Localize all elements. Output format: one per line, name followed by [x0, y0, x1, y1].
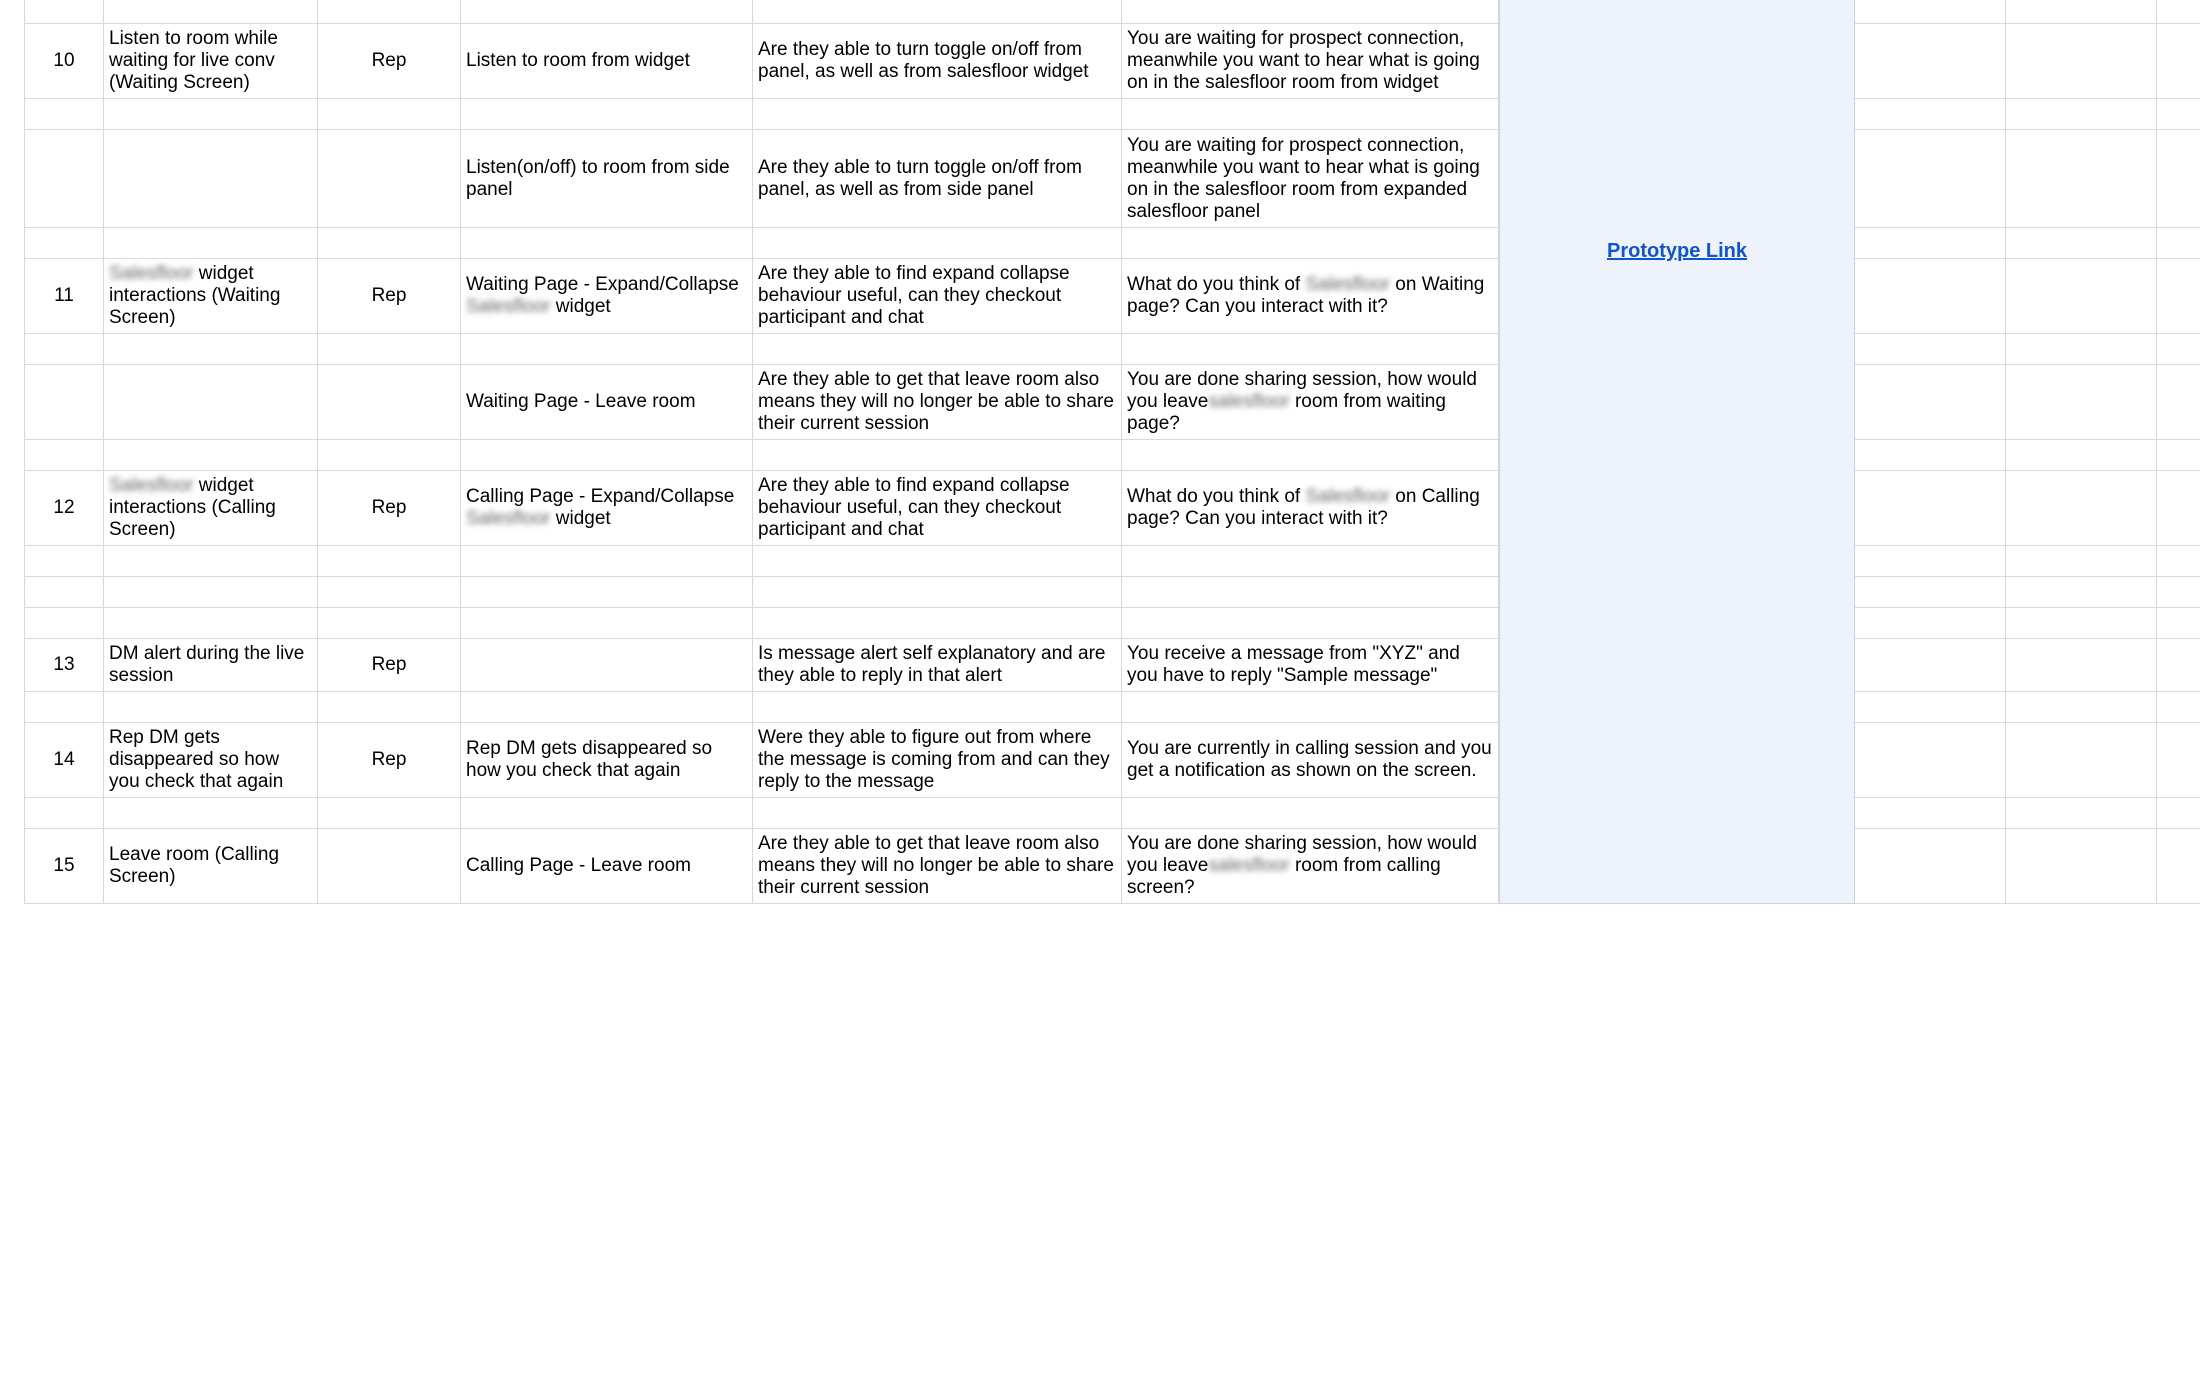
cell-number[interactable]	[24, 692, 104, 723]
empty-cell[interactable]	[2006, 99, 2157, 130]
empty-cell[interactable]	[1855, 639, 2006, 692]
cell-feature-value: Calling Page - Leave room	[466, 855, 691, 876]
cell-number[interactable]	[24, 130, 104, 228]
cell-task-text	[109, 727, 312, 793]
cell-task-text	[109, 643, 312, 687]
cell-role-text	[323, 285, 455, 307]
cell-role[interactable]	[318, 798, 461, 829]
cell-question[interactable]	[753, 639, 1122, 692]
cell-feature[interactable]	[461, 99, 753, 130]
cell-task-text	[109, 475, 312, 541]
cell-number[interactable]	[24, 0, 104, 24]
cell-role[interactable]	[318, 546, 461, 577]
cell-task[interactable]	[104, 608, 318, 639]
cell-number[interactable]	[24, 99, 104, 130]
cell-task[interactable]	[104, 546, 318, 577]
cell-role[interactable]	[318, 259, 461, 334]
empty-cell[interactable]	[2006, 608, 2157, 639]
cell-scenario[interactable]	[1122, 692, 1499, 723]
cell-scenario[interactable]	[1122, 440, 1499, 471]
cell-task[interactable]	[104, 334, 318, 365]
empty-cell[interactable]	[2006, 723, 2157, 798]
cell-question-value: Are they able to turn toggle on/off from panel, as well as from side panel	[758, 156, 1088, 200]
empty-cell[interactable]	[2006, 228, 2157, 259]
empty-cell[interactable]	[2157, 546, 2200, 577]
cell-role[interactable]	[318, 440, 461, 471]
cell-scenario-value: room from calling screen?	[1127, 855, 1446, 898]
redacted-text: Salesfloor	[466, 296, 551, 317]
cell-task-text	[109, 263, 312, 329]
cell-number[interactable]	[24, 259, 104, 334]
redacted-text: Salesfloor	[466, 508, 551, 529]
cell-number[interactable]	[24, 798, 104, 829]
cell-scenario[interactable]	[1122, 334, 1499, 365]
cell-task[interactable]	[104, 365, 318, 440]
cell-task[interactable]	[104, 829, 318, 904]
scenario-prefix: You are done sharing session, how would you leave	[1127, 833, 1483, 876]
cell-question-value: Are they able to get that leave room also means they will no longer be able to share their current session	[758, 833, 1120, 898]
cell-scenario-value: You receive a message from "XYZ" and you have to reply "Sample message"	[1127, 643, 1466, 686]
empty-cell[interactable]	[2006, 24, 2157, 99]
cell-role[interactable]	[318, 639, 461, 692]
empty-cell[interactable]	[1855, 798, 2006, 829]
cell-role-value: Rep	[371, 50, 407, 71]
cell-scenario[interactable]	[1122, 608, 1499, 639]
cell-question[interactable]	[753, 471, 1122, 546]
cell-role-text	[323, 654, 455, 676]
cell-feature-text	[466, 157, 747, 201]
cell-feature[interactable]	[461, 130, 753, 228]
empty-cell[interactable]	[1855, 334, 2006, 365]
cell-feature[interactable]	[461, 692, 753, 723]
empty-cell[interactable]	[2157, 334, 2200, 365]
cell-number-text	[30, 50, 98, 72]
empty-cell[interactable]	[1855, 471, 2006, 546]
cell-role-text	[323, 749, 455, 771]
empty-cell[interactable]	[2006, 334, 2157, 365]
empty-cell[interactable]	[1855, 228, 2006, 259]
cell-number-text	[30, 497, 98, 519]
cell-scenario-value: You are waiting for prospect connection, meanwhile you want to hear what is going on in the salesfloor room from expanded salesfloor panel	[1127, 134, 1486, 222]
cell-scenario[interactable]	[1122, 639, 1499, 692]
empty-cell[interactable]	[2157, 228, 2200, 259]
cell-number-value: 12	[53, 497, 75, 518]
cell-task-value: widget interactions (Calling Screen)	[109, 475, 282, 540]
feature-tail: widget	[550, 508, 611, 529]
empty-cell[interactable]	[1855, 546, 2006, 577]
cell-scenario[interactable]	[1122, 546, 1499, 577]
cell-scenario-value: You are currently in calling session and you get a notification as shown on the screen.	[1127, 738, 1498, 781]
empty-cell[interactable]	[2157, 259, 2200, 334]
prototype-link[interactable]: Prototype Link	[1606, 240, 1747, 262]
empty-cell[interactable]	[2006, 577, 2157, 608]
cell-task-value: widget interactions (Waiting Screen)	[109, 263, 286, 328]
empty-cell[interactable]	[2157, 829, 2200, 904]
cell-feature[interactable]	[461, 0, 753, 24]
cell-scenario[interactable]	[1122, 723, 1499, 798]
cell-question-text	[758, 369, 1120, 435]
cell-number[interactable]	[24, 829, 104, 904]
cell-feature-value: Rep DM gets disappeared so how you check that again	[466, 738, 718, 781]
cell-scenario[interactable]	[1122, 829, 1499, 904]
cell-role-text	[323, 50, 455, 72]
empty-cell[interactable]	[1855, 692, 2006, 723]
empty-cell[interactable]	[1855, 829, 2006, 904]
cell-task[interactable]	[104, 99, 318, 130]
cell-feature[interactable]	[461, 471, 753, 546]
cell-feature-text	[466, 855, 747, 877]
empty-cell[interactable]	[1855, 577, 2006, 608]
cell-task[interactable]	[104, 471, 318, 546]
cell-task[interactable]	[104, 24, 318, 99]
cell-feature-text	[466, 274, 747, 318]
cell-question-text	[758, 833, 1120, 899]
cell-question-value: Were they able to figure out from where the message is coming from and can they reply to the message	[758, 727, 1115, 792]
cell-feature-value: Listen(on/off) to room from side panel	[466, 156, 735, 200]
cell-task[interactable]	[104, 692, 318, 723]
empty-cell[interactable]	[2006, 130, 2157, 228]
cell-question-text	[758, 263, 1116, 329]
cell-scenario[interactable]	[1122, 228, 1499, 259]
cell-role[interactable]	[318, 692, 461, 723]
empty-cell[interactable]	[2006, 546, 2157, 577]
empty-cell[interactable]	[2157, 440, 2200, 471]
cell-question[interactable]	[753, 577, 1122, 608]
cell-number-value: 13	[53, 654, 75, 675]
cell-question-value: Is message alert self explanatory and are they able to reply in that alert	[758, 643, 1111, 686]
cell-question[interactable]	[753, 259, 1122, 334]
cell-task[interactable]	[104, 798, 318, 829]
cell-role[interactable]	[318, 829, 461, 904]
empty-cell[interactable]	[2157, 130, 2200, 228]
empty-cell[interactable]	[2157, 0, 2200, 24]
cell-question[interactable]	[753, 228, 1122, 259]
redacted-text: Salesfloor	[109, 263, 194, 284]
cell-role[interactable]	[318, 577, 461, 608]
empty-cell[interactable]	[1855, 608, 2006, 639]
cell-feature-text	[466, 391, 747, 413]
empty-cell[interactable]	[1855, 99, 2006, 130]
cell-question[interactable]	[753, 99, 1122, 130]
cell-question[interactable]	[753, 546, 1122, 577]
redacted-text: Salesfloor	[1305, 486, 1390, 507]
cell-number-value: 15	[53, 855, 75, 876]
empty-cell[interactable]	[2157, 639, 2200, 692]
cell-task[interactable]	[104, 639, 318, 692]
cell-question-text	[758, 475, 1116, 541]
empty-cell[interactable]	[2157, 365, 2200, 440]
cell-role-value: Rep	[371, 285, 407, 306]
empty-cell[interactable]	[2006, 692, 2157, 723]
cell-scenario[interactable]	[1122, 259, 1499, 334]
empty-cell[interactable]	[1855, 723, 2006, 798]
cell-task[interactable]	[104, 130, 318, 228]
cell-scenario-text	[1127, 833, 1493, 899]
cell-feature[interactable]	[461, 546, 753, 577]
cell-question[interactable]	[753, 692, 1122, 723]
cell-question-value: Are they able to get that leave room also means they will no longer be able to share their current session	[758, 369, 1120, 434]
cell-task-value: Rep DM gets disappeared so how you check that again	[109, 727, 285, 792]
cell-role[interactable]	[318, 365, 461, 440]
cell-scenario-value: on Calling page? Can you interact with it?	[1127, 486, 1486, 529]
scenario-prefix: What do you think of	[1127, 274, 1306, 295]
cell-task-value: DM alert during the live session	[109, 643, 310, 686]
empty-cell[interactable]	[2157, 798, 2200, 829]
cell-number-text	[30, 285, 98, 307]
cell-question[interactable]	[753, 365, 1122, 440]
cell-scenario[interactable]	[1122, 471, 1499, 546]
empty-cell[interactable]	[2006, 639, 2157, 692]
cell-question[interactable]	[753, 440, 1122, 471]
cell-feature-value: Waiting Page - Leave room	[466, 391, 696, 412]
empty-cell[interactable]	[1855, 130, 2006, 228]
cell-feature-value: Listen to room from widget	[466, 50, 690, 71]
cell-scenario[interactable]	[1122, 577, 1499, 608]
empty-cell[interactable]	[2157, 723, 2200, 798]
redacted-text: Salesfloor	[109, 475, 194, 496]
cell-role[interactable]	[318, 334, 461, 365]
cell-number-value: 11	[54, 285, 74, 306]
cell-task[interactable]	[104, 440, 318, 471]
cell-feature[interactable]	[461, 639, 753, 692]
cell-task-value: Listen to room while waiting for live conv (Waiting Screen)	[109, 28, 284, 93]
cell-task[interactable]	[104, 577, 318, 608]
cell-question-value: Are they able to find expand collapse behaviour useful, can they checkout participant and chat	[758, 263, 1075, 328]
cell-question-text	[758, 157, 1116, 201]
empty-cell[interactable]	[2006, 440, 2157, 471]
cell-feature-text	[466, 50, 747, 72]
cell-number[interactable]	[24, 608, 104, 639]
empty-cell[interactable]	[2006, 0, 2157, 24]
empty-cell[interactable]	[1855, 259, 2006, 334]
cell-role-value: Rep	[371, 497, 407, 518]
cell-question-text	[758, 39, 1116, 83]
redacted-text: salesfloor	[1208, 855, 1290, 876]
cell-feature[interactable]	[461, 798, 753, 829]
cell-scenario[interactable]	[1122, 365, 1499, 440]
cell-number[interactable]	[24, 723, 104, 798]
cell-question[interactable]	[753, 334, 1122, 365]
cell-scenario[interactable]	[1122, 0, 1499, 24]
cell-number-value: 10	[53, 50, 75, 71]
cell-feature-text	[466, 738, 747, 782]
empty-cell[interactable]	[2006, 829, 2157, 904]
cell-role-value: Rep	[371, 654, 407, 675]
cell-role[interactable]	[318, 471, 461, 546]
cell-scenario[interactable]	[1122, 24, 1499, 99]
cell-role[interactable]	[318, 228, 461, 259]
cell-number[interactable]	[24, 365, 104, 440]
cell-scenario-text	[1127, 486, 1493, 530]
cell-number-text	[30, 654, 98, 676]
cell-number[interactable]	[24, 577, 104, 608]
empty-cell[interactable]	[2006, 365, 2157, 440]
cell-number[interactable]	[24, 471, 104, 546]
empty-cell[interactable]	[1855, 0, 2006, 24]
empty-cell[interactable]	[2157, 577, 2200, 608]
cell-number[interactable]	[24, 639, 104, 692]
cell-role[interactable]	[318, 0, 461, 24]
prototype-merged-cell[interactable]	[1499, 0, 1855, 904]
empty-cell[interactable]	[1855, 365, 2006, 440]
cell-scenario-value: on Waiting page? Can you interact with it?	[1127, 274, 1490, 317]
empty-cell[interactable]	[2157, 24, 2200, 99]
cell-number[interactable]	[24, 228, 104, 259]
empty-cell[interactable]	[2157, 99, 2200, 130]
cell-task[interactable]	[104, 259, 318, 334]
cell-task[interactable]	[104, 228, 318, 259]
empty-cell[interactable]	[2157, 692, 2200, 723]
cell-question[interactable]	[753, 130, 1122, 228]
cell-task-text	[109, 844, 312, 888]
cell-feature-value: Waiting Page - Expand/Collapse	[466, 274, 739, 295]
cell-feature-value: Calling Page - Expand/Collapse	[466, 486, 735, 507]
cell-scenario-value: room from waiting page?	[1127, 391, 1452, 434]
cell-question[interactable]	[753, 798, 1122, 829]
cell-question-text	[758, 643, 1116, 687]
cell-scenario-value: You are waiting for prospect connection, meanwhile you want to hear what is going on in the salesfloor room from widget	[1127, 28, 1486, 93]
cell-feature[interactable]	[461, 608, 753, 639]
empty-cell[interactable]	[2006, 798, 2157, 829]
cell-scenario[interactable]	[1122, 99, 1499, 130]
empty-cell[interactable]	[1855, 440, 2006, 471]
cell-number-text	[30, 855, 98, 877]
empty-cell[interactable]	[2157, 471, 2200, 546]
redacted-text: Salesfloor	[1305, 274, 1390, 295]
cell-scenario-text	[1127, 135, 1493, 223]
cell-number-text	[30, 749, 98, 771]
cell-role[interactable]	[318, 130, 461, 228]
cell-role[interactable]	[318, 99, 461, 130]
scenario-prefix: What do you think of	[1127, 486, 1306, 507]
cell-scenario-text	[1127, 28, 1493, 94]
cell-question[interactable]	[753, 723, 1122, 798]
cell-number[interactable]	[24, 334, 104, 365]
cell-task[interactable]	[104, 723, 318, 798]
cell-task-value: Leave room (Calling Screen)	[109, 844, 285, 887]
cell-question-text	[758, 727, 1116, 793]
cell-feature[interactable]	[461, 259, 753, 334]
cell-scenario-text	[1127, 274, 1493, 318]
cell-question[interactable]	[753, 24, 1122, 99]
empty-cell[interactable]	[2157, 608, 2200, 639]
cell-role-text	[323, 497, 455, 519]
cell-scenario-text	[1127, 738, 1498, 782]
empty-cell[interactable]	[1855, 24, 2006, 99]
cell-scenario[interactable]	[1122, 130, 1499, 228]
cell-feature[interactable]	[461, 365, 753, 440]
cell-feature-text	[466, 486, 747, 530]
feature-tail: widget	[550, 296, 611, 317]
cell-question-value: Are they able to turn toggle on/off from panel, as well as from salesfloor widget	[758, 39, 1089, 82]
cell-number-value: 14	[53, 749, 75, 770]
cell-feature[interactable]	[461, 829, 753, 904]
cell-scenario-text	[1127, 369, 1493, 435]
scenario-prefix: You are done sharing session, how would you leave	[1127, 369, 1483, 412]
cell-number[interactable]	[24, 546, 104, 577]
cell-task[interactable]	[104, 0, 318, 24]
cell-feature[interactable]	[461, 440, 753, 471]
cell-role[interactable]	[318, 24, 461, 99]
empty-cell[interactable]	[2006, 259, 2157, 334]
cell-role-value: Rep	[371, 749, 407, 770]
cell-scenario-text	[1127, 643, 1493, 687]
cell-feature[interactable]	[461, 334, 753, 365]
cell-role[interactable]	[318, 608, 461, 639]
cell-question[interactable]	[753, 0, 1122, 24]
cell-feature[interactable]	[461, 577, 753, 608]
redacted-text: salesfloor	[1208, 391, 1290, 412]
cell-scenario[interactable]	[1122, 798, 1499, 829]
cell-number[interactable]	[24, 440, 104, 471]
cell-number[interactable]	[24, 24, 104, 99]
cell-role[interactable]	[318, 723, 461, 798]
cell-question-value: Are they able to find expand collapse behaviour useful, can they checkout participant and chat	[758, 475, 1075, 540]
cell-feature[interactable]	[461, 723, 753, 798]
empty-cell[interactable]	[2006, 471, 2157, 546]
cell-feature[interactable]	[461, 24, 753, 99]
cell-question[interactable]	[753, 829, 1122, 904]
cell-feature[interactable]	[461, 228, 753, 259]
cell-question[interactable]	[753, 608, 1122, 639]
cell-task-text	[109, 28, 312, 94]
